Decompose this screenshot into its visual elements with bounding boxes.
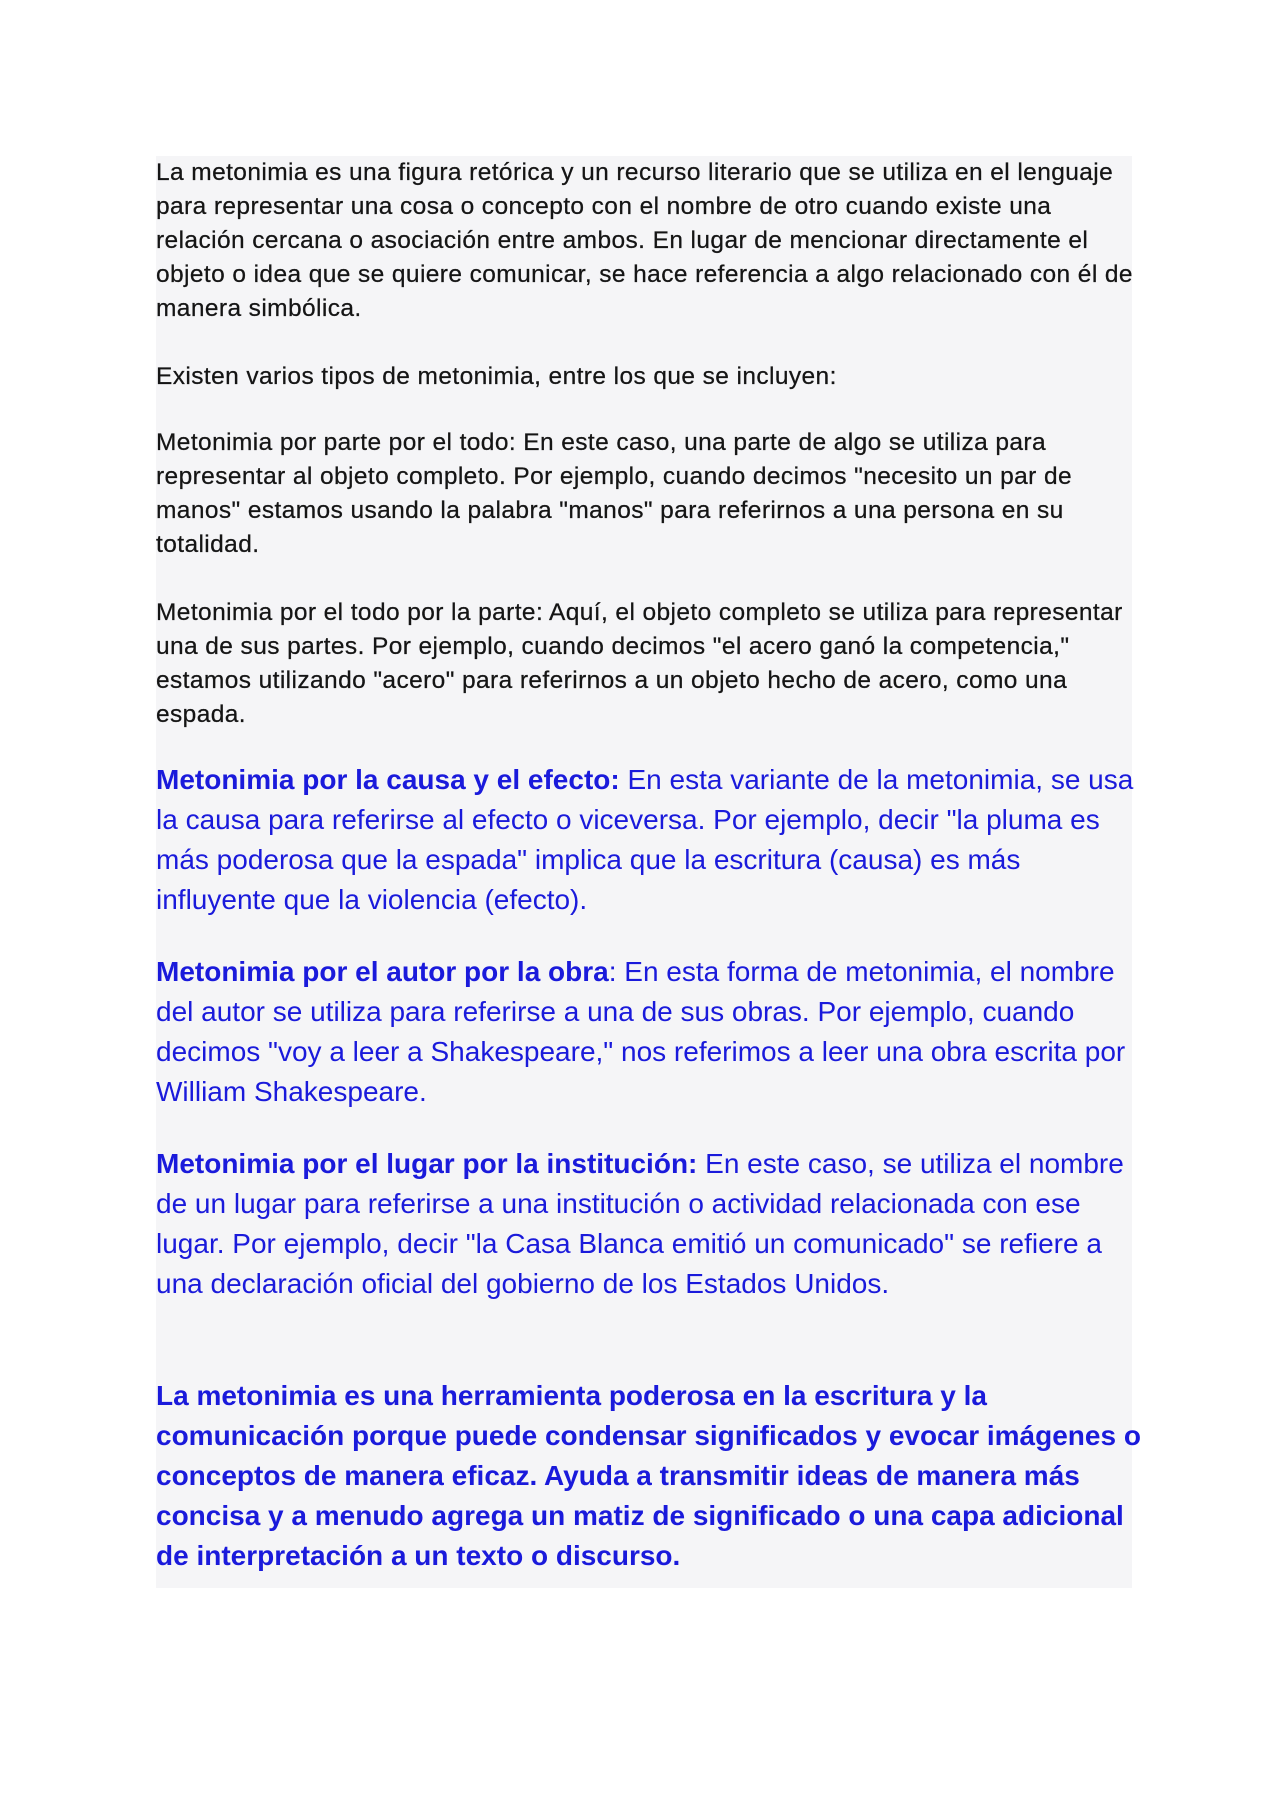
paragraph-author-work — [156, 952, 1146, 1112]
document-body — [156, 156, 1141, 1588]
paragraph-author-work-text: : En esta forma de metonimia, el nombre del autor se utiliza para referirse a una de sus obras. Por ejemplo, cuando decimos "voy a leer a Shakespeare," nos referimos a leer una obra escrita por William Shakespeare. — [156, 956, 1126, 1107]
paragraph-definition: La metonimia es una figura retórica y un recurso literario que se utiliza en el lenguaje para representar una cosa o concepto con el nombre de otro cuando existe una relación cercana o asociación entre ambos. En lugar de mencionar directamente el objeto o idea que se quiere comunicar, se hace referencia a algo relacionado con él de manera simbólica. — [156, 159, 1133, 322]
paragraph-place-institution — [156, 1144, 1146, 1304]
paragraph-author-work-heading: Metonimia por el autor por la obra — [156, 956, 609, 987]
paragraph-part-for-whole: Metonimia por parte por el todo: En este caso, una parte de algo se utiliza para representar al objeto completo. Por ejemplo, cuando decimos "necesito un par de manos" estamos usando la palabra "manos" para referirnos a una persona en su totalidad. — [156, 429, 1073, 558]
paragraph-cause-effect-heading: Metonimia por la causa y el efecto: — [156, 764, 620, 795]
paragraph-cause-effect-text: En esta variante de la metonimia, se usa la causa para referirse al efecto o viceversa. Por ejemplo, decir "la pluma es más poderosa que la espada" implica que la escritura (causa) es más influyente que la violencia (efecto). — [156, 764, 1134, 915]
paragraph-whole-for-part: Metonimia por el todo por la parte: Aquí, el objeto completo se utiliza para representar una de sus partes. Por ejemplo, cuando decimos "el acero ganó la competencia," estamos utilizando "acero" para referirnos a un objeto hecho de acero, como una espada. — [156, 599, 1123, 728]
paragraph-types-intro: Existen varios tipos de metonimia, entre los que se incluyen: — [156, 363, 837, 390]
paragraph-cause-effect — [156, 760, 1146, 920]
paragraph-conclusion: La metonimia es una herramienta poderosa en la escritura y la comunicación porque puede condensar significados y evocar imágenes o conceptos de manera eficaz. Ayuda a transmitir ideas de manera más concisa y a menudo agrega un matiz de significado o una capa adicional de interpretación a un texto o discurso. — [156, 1380, 1141, 1571]
paragraph-place-institution-text: En este caso, se utiliza el nombre de un lugar para referirse a una institución o actividad relacionada con ese lugar. Por ejemplo, decir "la Casa Blanca emitió un comunicado" se refiere a una declaración oficial del gobierno de los Estados Unidos. — [156, 1148, 1124, 1299]
paragraph-place-institution-heading: Metonimia por el lugar por la institución: — [156, 1148, 698, 1179]
